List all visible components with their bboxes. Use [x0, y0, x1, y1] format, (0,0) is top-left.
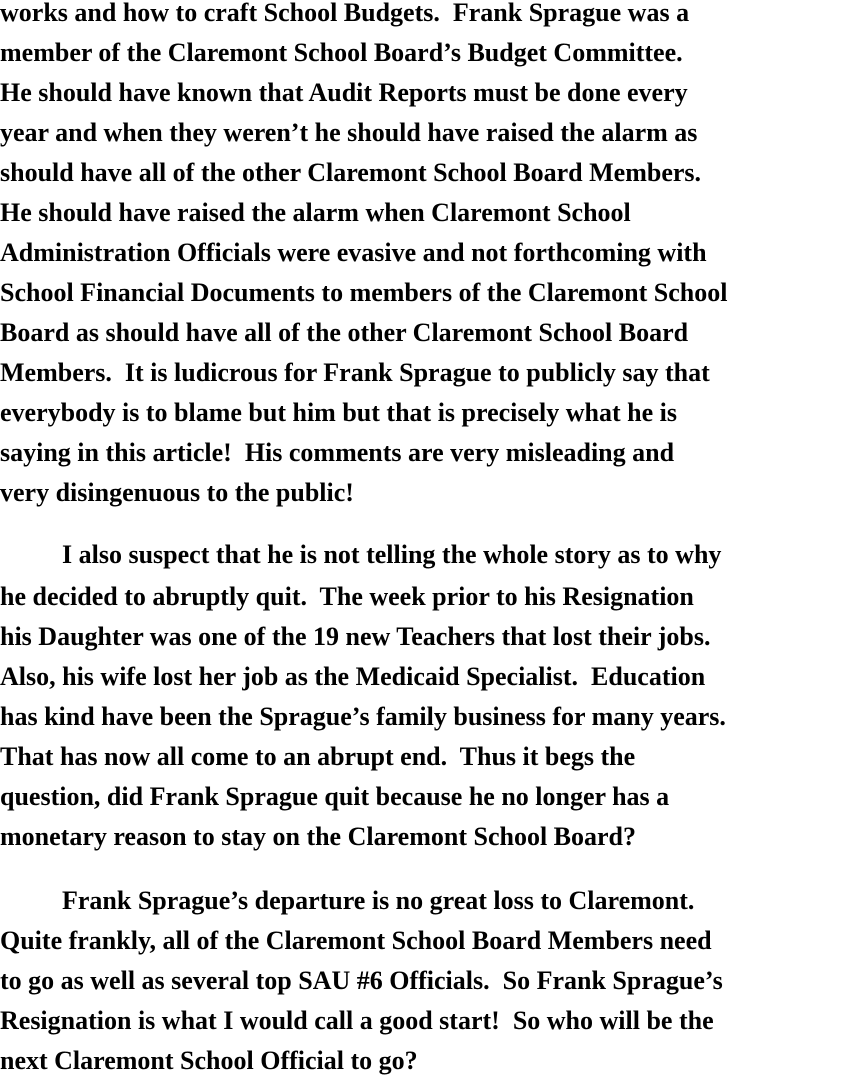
paragraph-2-line-6: That has now all come to an abrupt end. Thus it begs the	[0, 742, 636, 771]
paragraph-1-line-11: everybody is to blame but him but that is precisely what he is	[0, 398, 677, 427]
paragraph-1-line-9: Board as should have all of the other Claremont School Board	[0, 318, 689, 347]
paragraph-1-line-1: works and how to craft School Budgets. Frank Sprague was a	[0, 0, 690, 27]
paragraph-2-line-8: monetary reason to stay on the Claremont School Board?	[0, 822, 637, 851]
paragraph-1-line-10: Members. It is ludicrous for Frank Sprague to publicly say that	[0, 358, 710, 387]
paragraph-1-line-7: Administration Officials were evasive and not forthcoming with	[0, 238, 707, 267]
paragraph-2-line-3: his Daughter was one of the 19 new Teachers that lost their jobs.	[0, 622, 711, 651]
paragraph-1-line-2: member of the Claremont School Board’s Budget Committee.	[0, 38, 683, 67]
paragraph-3-line-1: Frank Sprague’s departure is no great loss to Claremont.	[62, 886, 695, 915]
paragraph-3-line-2: Quite frankly, all of the Claremont School Board Members need	[0, 926, 712, 955]
paragraph-1-line-5: should have all of the other Claremont School Board Members.	[0, 158, 702, 187]
paragraph-3-line-3: to go as well as several top SAU #6 Officials. So Frank Sprague’s	[0, 966, 723, 995]
paragraph-2-line-1: I also suspect that he is not telling the whole story as to why	[62, 540, 722, 569]
paragraph-1-line-6: He should have raised the alarm when Claremont School	[0, 198, 631, 227]
paragraph-1-line-3: He should have known that Audit Reports must be done every	[0, 78, 688, 107]
paragraph-2-line-5: has kind have been the Sprague’s family business for many years.	[0, 702, 726, 731]
paragraph-1-line-12: saying in this article! His comments are very misleading and	[0, 438, 675, 467]
paragraph-3-line-5: next Claremont School Official to go?	[0, 1046, 418, 1075]
paragraph-2-line-2: he decided to abruptly quit. The week prior to his Resignation	[0, 582, 694, 611]
paragraph-1-line-13: very disingenuous to the public!	[0, 478, 354, 507]
paragraph-2-line-7: question, did Frank Sprague quit because he no longer has a	[0, 782, 670, 811]
paragraph-1-line-8: School Financial Documents to members of the Claremont School	[0, 278, 728, 307]
paragraph-3-line-4: Resignation is what I would call a good start! So who will be the	[0, 1006, 714, 1035]
paragraph-2-line-4: Also, his wife lost her job as the Medicaid Specialist. Education	[0, 662, 706, 691]
paragraph-1-line-4: year and when they weren’t he should have raised the alarm as	[0, 118, 698, 147]
